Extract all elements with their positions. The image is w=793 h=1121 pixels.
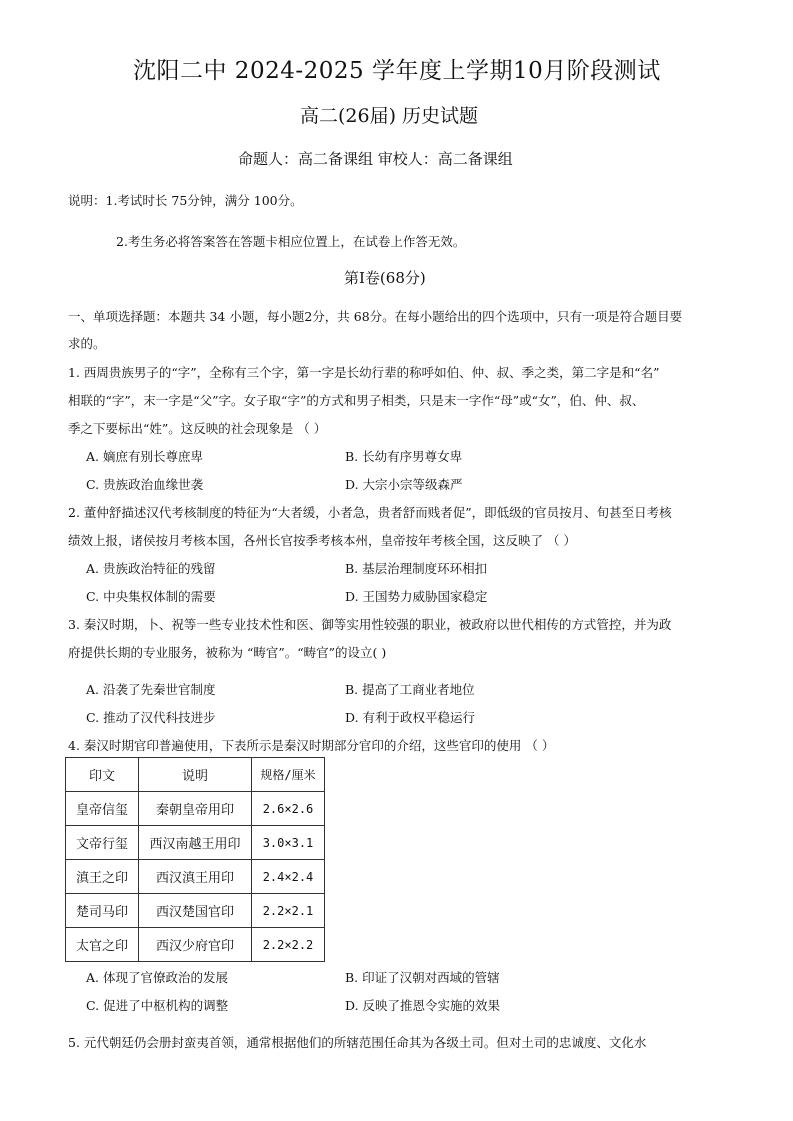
- table-cell: 楚司马印: [66, 894, 139, 928]
- table-cell: 2.2×2.1: [252, 894, 325, 928]
- question-1-option-d: D. 大宗小宗等级森严: [345, 477, 463, 492]
- question-3-option-a: A. 沿袭了先秦世官制度: [86, 682, 216, 697]
- table-cell: 滇王之印: [66, 860, 139, 894]
- table-row: [66, 928, 325, 962]
- instructions-line-1: 一、单项选择题：本题共 34 小题，每小题2分，共 68分。在每小题给出的四个选项中，只有一项是符合题目要: [68, 309, 683, 324]
- table-cell: 3.0×3.1: [252, 826, 325, 860]
- question-2-option-b: B. 基层治理制度环环相扣: [345, 561, 488, 576]
- question-4-option-c: C. 促进了中枢机构的调整: [86, 998, 229, 1013]
- question-5-line-1: 5. 元代朝廷仍会册封蛮夷首领，通常根据他们的所辖范围任命其为各级土司。但对土司的忠诚度、文化水: [68, 1035, 647, 1050]
- table-cell: 西汉楚国官印: [139, 894, 252, 928]
- table-cell: 2.4×2.4: [252, 860, 325, 894]
- table-row: [66, 792, 325, 826]
- question-4-option-b: B. 印证了汉朝对西域的管辖: [345, 970, 500, 985]
- note-2: 2.考生务必将答案答在答题卡相应位置上，在试卷上作答无效。: [116, 234, 466, 249]
- question-1-line-2: 相联的“字”，末一字是“父”字。女子取“字”的方式和男子相类，只是末一字作“母”或“女”，伯、仲、叔、: [68, 393, 645, 408]
- question-2-option-a: A. 贵族政治特征的残留: [86, 561, 216, 576]
- question-4-line-1: 4. 秦汉时期官印普遍使用，下表所示是秦汉时期部分官印的介绍，这些官印的使用 （ ）: [68, 738, 555, 753]
- instructions-line-2: 求的。: [68, 336, 106, 351]
- question-2-line-1: 2. 董仲舒描述汉代考核制度的特征为“大者缓，小者急，贵者舒而贱者促”，即低级的官员按月、旬甚至日考核: [68, 505, 672, 520]
- exam-subtitle: 高二(26届) 历史试题: [300, 105, 479, 127]
- table-row: [66, 894, 325, 928]
- question-3-option-c: C. 推动了汉代科技进步: [86, 710, 216, 725]
- table-cell: 太官之印: [66, 928, 139, 962]
- question-1-option-c: C. 贵族政治血缘世袭: [86, 477, 204, 492]
- table-row: [66, 860, 325, 894]
- table-cell: 西汉少府官印: [139, 928, 252, 962]
- authors-line: 命题人：高二备课组 审校人：高二备课组: [238, 150, 513, 168]
- table-header-cell: 说明: [139, 758, 252, 792]
- table-cell: 2.2×2.2: [252, 928, 325, 962]
- table-cell: 皇帝信玺: [66, 792, 139, 826]
- question-1-option-b: B. 长幼有序男尊女卑: [345, 449, 463, 464]
- table-cell: 2.6×2.6: [252, 792, 325, 826]
- table-row: [66, 826, 325, 860]
- exam-title: 沈阳二中 2024-2025 学年度上学期10月阶段测试: [133, 58, 661, 84]
- table-header-cell: 规格/厘米: [252, 758, 325, 792]
- note-1: 说明：1.考试时长 75分钟，满分 100分。: [68, 193, 303, 208]
- question-1-line-1: 1. 西周贵族男子的“字”，全称有三个字，第一字是长幼行辈的称呼如伯、仲、叔、季之类，第二字是和“名”: [68, 365, 660, 380]
- part-title: 第Ⅰ卷(68分): [344, 269, 426, 287]
- table-header-cell: 印文: [66, 758, 139, 792]
- question-2-line-2: 绩效上报，诸侯按月考核本国，各州长官按季考核本州，皇帝按年考核全国，这反映了 （ ）: [68, 533, 576, 548]
- question-3-option-d: D. 有利于政权平稳运行: [345, 710, 476, 725]
- question-1-line-3: 季之下要标出“姓”。这反映的社会现象是 （ ）: [68, 421, 327, 436]
- question-4-option-d: D. 反映了推恩令实施的效果: [345, 998, 501, 1013]
- table-header-row: [66, 758, 325, 792]
- seal-table: [65, 757, 325, 962]
- table-cell: 秦朝皇帝用印: [139, 792, 252, 826]
- question-4-option-a: A. 体现了官僚政治的发展: [86, 970, 228, 985]
- question-3-line-2: 府提供长期的专业服务，被称为 “畴官”。“畴官”的设立( ): [68, 645, 387, 660]
- question-2-option-c: C. 中央集权体制的需要: [86, 589, 216, 604]
- question-2-option-d: D. 王国势力威胁国家稳定: [345, 589, 488, 604]
- table-cell: 西汉滇王用印: [139, 860, 252, 894]
- question-1-option-a: A. 嫡庶有别长尊庶卑: [86, 449, 203, 464]
- table-cell: 文帝行玺: [66, 826, 139, 860]
- table-cell: 西汉南越王用印: [139, 826, 252, 860]
- question-3-option-b: B. 提高了工商业者地位: [345, 682, 475, 697]
- question-3-line-1: 3. 秦汉时期，卜、祝等一些专业技术性和医、御等实用性较强的职业，被政府以世代相传的方式管控，并为政: [68, 617, 672, 632]
